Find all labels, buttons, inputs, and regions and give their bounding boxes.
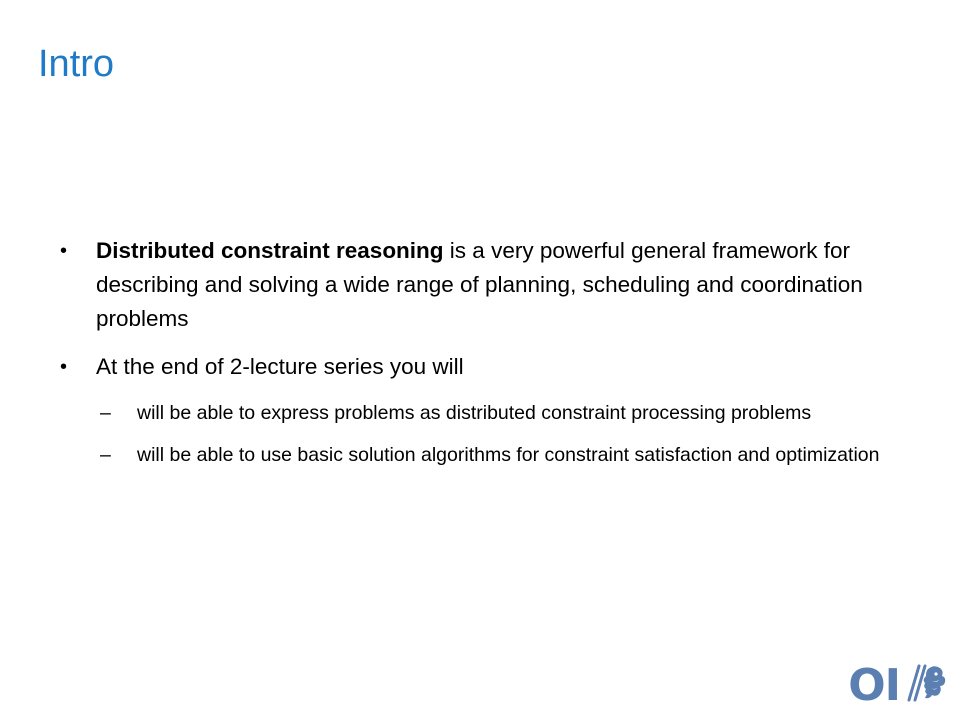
bullet-marker: • (60, 240, 68, 262)
bullet-marker: • (60, 356, 68, 378)
logo-text: OI (848, 659, 900, 711)
sub-bullet-text: will be able to use basic solution algorithms for constraint satisfaction and optimization (137, 444, 880, 466)
sub-bullet-marker: – (100, 444, 111, 466)
bullet-item (60, 350, 900, 384)
sub-bullet-item (60, 398, 900, 428)
slide-title: Intro (38, 43, 115, 85)
sub-bullet-marker: – (100, 402, 111, 424)
slide-content (60, 234, 900, 482)
university-logo (848, 659, 948, 711)
lion-icon (906, 663, 948, 708)
bullet-text: At the end of 2-lecture series you will (96, 354, 464, 379)
bullet-bold-text: Distributed constraint reasoning (96, 238, 444, 263)
bullet-item (60, 234, 900, 336)
bullet-text: is a very powerful general framework for describing and solving a wide range of planning, scheduling and coordination problems (96, 238, 863, 331)
sub-bullet-item (60, 440, 900, 470)
sub-bullet-text: will be able to express problems as distributed constraint processing problems (137, 402, 812, 424)
